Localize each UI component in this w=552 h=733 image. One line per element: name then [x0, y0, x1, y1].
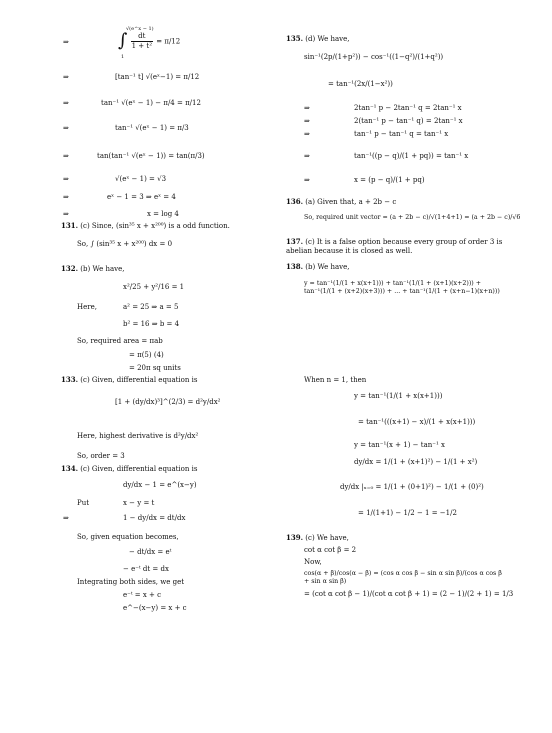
equation-line: tan⁻¹((p − q)/(1 + pq)) = tan⁻¹ x: [354, 152, 469, 160]
question-132: [61, 265, 124, 274]
question-number: 136.: [286, 197, 304, 206]
implies-symbol: ⇒: [63, 175, 69, 183]
equation-line: y = tan⁻¹(x + 1) − tan⁻¹ x: [354, 441, 445, 449]
implies-symbol: ⇒: [63, 99, 69, 107]
equation-line: − dt/dx = eᵗ: [129, 548, 172, 556]
question-number: 135.: [286, 34, 304, 43]
question-number: 132.: [61, 264, 79, 273]
implies-symbol: ⇒: [63, 38, 69, 46]
equation-line: e⁻ᵗ = x + c: [123, 591, 162, 599]
question-131: [61, 222, 230, 231]
equation-line: = tan⁻¹(2x/(1−x²)): [328, 80, 393, 88]
equation-line: = 20π sq units: [129, 364, 181, 372]
equation-line: √(eˣ − 1) = √3: [115, 175, 167, 183]
integral-expression: [118, 26, 181, 60]
question-text: (c) We have,: [305, 534, 349, 542]
question-text: (b) We have,: [305, 263, 350, 271]
question-text: (c) Since, (sin³⁵ x + x²⁰⁰) is a odd function.: [80, 222, 230, 230]
equation-line: tan⁻¹ √(eˣ − 1) − π/4 = π/12: [101, 99, 201, 107]
equation-line: x = log 4: [147, 210, 179, 218]
equation-line: x = (p − q)/(1 + pq): [354, 176, 425, 184]
implies-symbol: ⇒: [63, 73, 69, 81]
equation-line: 2(tan⁻¹ p − tan⁻¹ q) = 2tan⁻¹ x: [354, 117, 463, 125]
question-139: [286, 534, 349, 543]
implies-symbol: ⇒: [304, 152, 310, 160]
question-number: 139.: [286, 533, 304, 542]
equation-line: = π(5) (4): [129, 351, 164, 359]
implies-symbol: ⇒: [304, 176, 310, 184]
equation-line: eˣ − 1 = 3 ⇒ eˣ = 4: [107, 193, 176, 201]
equation-line: So, ∫ (sin³⁵ x + x²⁰⁰) dx = 0: [77, 240, 173, 248]
question-134: [61, 465, 197, 474]
question-text: (a) Given that, a + 2b − c: [305, 198, 397, 206]
equation-line: − e⁻ᵗ dt = dx: [123, 565, 169, 573]
equation-line: a² = 25 ⇒ a = 5: [123, 303, 179, 311]
implies-symbol: ⇒: [63, 193, 69, 201]
equation-line: So, required unit vector = (a + 2b − c)/√(1+4+1) = (a + 2b − c)/√6: [304, 214, 521, 221]
label-text: So, given equation becomes,: [77, 533, 179, 541]
equation-line: cos(α + β)/cos(α − β) = (cos α cos β − sin α sin β)/(cos α cos β + sin α sin β): [304, 570, 502, 585]
equation-line: y = tan⁻¹(1/(1 + x(x+1))): [354, 392, 443, 400]
fraction-denominator: 1 + t²: [131, 41, 153, 50]
question-text: (b) We have,: [80, 265, 125, 273]
equation-line: tan⁻¹ √(eˣ − 1) = π/3: [115, 124, 189, 132]
question-137: [286, 238, 506, 256]
equation-line: [tan⁻¹ t] √(eˣ−1) = π/12: [115, 73, 200, 81]
equation-line: cot α cot β = 2: [304, 546, 357, 554]
equation-line: sin⁻¹(2p/(1+p²)) − cos⁻¹((1−q²)/(1+q²)): [304, 53, 444, 61]
question-text: (c) Given, differential equation is: [80, 465, 198, 473]
integral-upper-limit: √(e^x − 1): [126, 26, 154, 32]
implies-symbol: ⇒: [63, 152, 69, 160]
fraction-numerator: dt: [131, 32, 153, 42]
equation-line: dy/dx = 1/(1 + (x+1)²) − 1/(1 + x²): [354, 458, 478, 466]
equation-line: x − y = t: [123, 499, 155, 507]
equation-line: dy/dx − 1 = e^(x−y): [123, 481, 197, 489]
implies-symbol: ⇒: [63, 210, 69, 218]
implies-symbol: ⇒: [304, 130, 310, 138]
equation-line: 1 − dy/dx = dt/dx: [123, 514, 186, 522]
question-text: (c) It is a false option because every group of order 3 is abelian because it is closed as well.: [286, 238, 503, 255]
equation-line: 2tan⁻¹ p − 2tan⁻¹ q = 2tan⁻¹ x: [354, 104, 462, 112]
label-text: Put: [77, 499, 90, 507]
equation-line: b² = 16 ⇒ b = 4: [123, 320, 180, 328]
equation-line: tan(tan⁻¹ √(eˣ − 1)) = tan(π/3): [97, 152, 205, 160]
question-number: 138.: [286, 262, 304, 271]
question-text: (d) We have,: [305, 35, 350, 43]
question-number: 134.: [61, 464, 79, 473]
label-text: Integrating both sides, we get: [77, 578, 185, 586]
label-text: Now,: [304, 558, 322, 566]
implies-symbol: ⇒: [63, 514, 69, 522]
integral-sign: ∫: [118, 30, 128, 51]
equation-block: y = tan⁻¹(1/(1 + x(x+1))) + tan⁻¹(1/(1 + (x+1)(x+2))) + tan⁻¹(1/(1 + (x+2)(x+3))) + ... + tan⁻¹(1/(1 + (x+n−1)(x+n))): [304, 280, 500, 295]
implies-symbol: ⇒: [304, 117, 310, 125]
implies-symbol: ⇒: [304, 104, 310, 112]
question-133: [61, 376, 197, 385]
equation-line: Here, highest derivative is d²y/dx²: [77, 432, 199, 440]
question-number: 137.: [286, 237, 304, 246]
question-number: 131.: [61, 221, 79, 230]
question-136: [286, 198, 396, 207]
equation-line: So, required area = πab: [77, 337, 163, 345]
equation-line: tan⁻¹ p − tan⁻¹ q = tan⁻¹ x: [354, 130, 449, 138]
equation-line: = tan⁻¹(((x+1) − x)/(1 + x(x+1))): [358, 418, 476, 426]
equation-line: dy/dx |ₓ₌₀ = 1/(1 + (0+1)²) − 1/(1 + (0)²): [340, 483, 484, 491]
equation-rhs: = π/12: [156, 37, 181, 46]
implies-symbol: ⇒: [63, 124, 69, 132]
equation-line: x²/25 + y²/16 = 1: [123, 283, 185, 291]
integral-lower-limit: 1: [121, 54, 125, 60]
equation-line: So, order = 3: [77, 452, 125, 460]
question-number: 133.: [61, 375, 79, 384]
question-138: [286, 263, 349, 272]
question-text: (c) Given, differential equation is: [80, 376, 198, 384]
equation-line: = (cot α cot β − 1)/(cot α cot β + 1) = (2 − 1)/(2 + 1) = 1/3: [304, 590, 514, 598]
label-text: Here,: [77, 303, 97, 311]
equation-line: e^−(x−y) = x + c: [123, 604, 187, 612]
equation-line: = 1/(1+1) − 1/2 − 1 = −1/2: [358, 509, 457, 517]
equation-line: [1 + (dy/dx)³]^(2/3) = d²y/dx²: [115, 398, 221, 406]
question-135: [286, 35, 349, 44]
label-text: When n = 1, then: [304, 376, 367, 384]
